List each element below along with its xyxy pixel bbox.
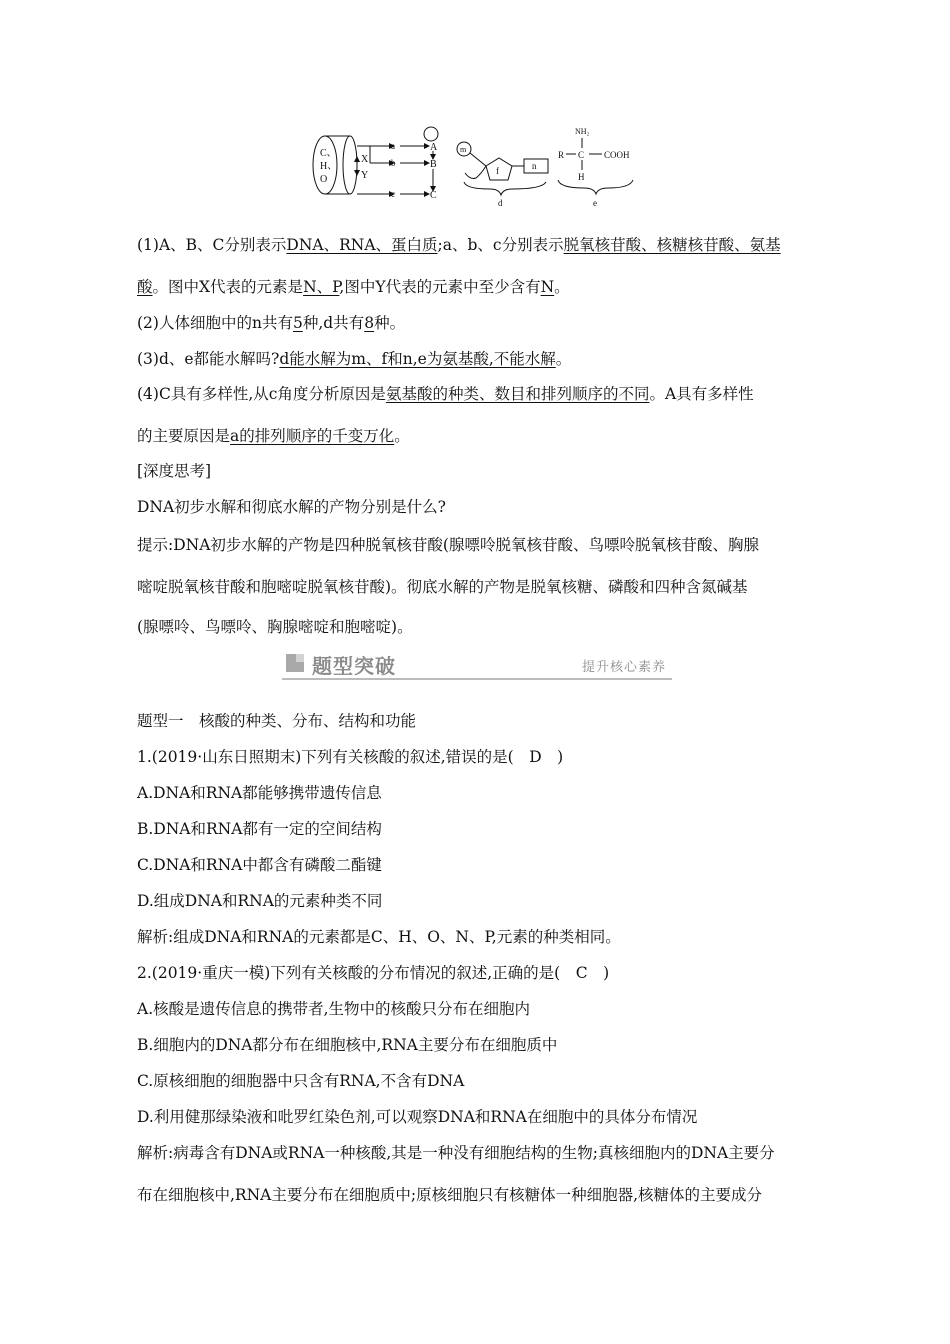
answer: d能水解为m、f和n,e为氨基酸,不能水解 — [279, 350, 556, 368]
answer: N、P — [303, 278, 340, 296]
element-c-label: C、 — [320, 148, 337, 159]
question-4-line-1 — [137, 384, 817, 404]
text: (2)人体细胞中的n共有 — [137, 314, 293, 332]
hint-line-2: 嘧啶脱氧核苷酸和胞嘧啶脱氧核苷酸)。彻底水解的产物是脱氧核糖、磷酸和四种含氮碱基 — [137, 578, 748, 596]
label-small-a: a — [391, 141, 395, 151]
question-1-line-2 — [137, 277, 817, 297]
answer: 8 — [364, 314, 375, 332]
label-nh2: NH₂ — [575, 127, 590, 136]
deep-thinking-question: DNA初步水解和彻底水解的产物分别是什么? — [137, 498, 446, 516]
text: 种。 — [374, 314, 406, 332]
label-f: f — [496, 166, 499, 176]
answer: a的排列顺序的千变万化 — [230, 427, 395, 445]
label-big-c: C — [430, 190, 437, 201]
label-small-b: b — [391, 158, 396, 168]
question-2 — [137, 313, 817, 333]
section-banner — [282, 648, 672, 682]
label-cooh: COOH — [604, 150, 630, 160]
label-m: m — [460, 145, 467, 154]
label-big-a: A — [430, 142, 438, 153]
item-2-option-c: C.原核细胞的细胞器中只含有RNA,不含有DNA — [137, 1072, 465, 1090]
label-r: R — [558, 150, 565, 160]
item-1-option-a: A.DNA和RNA都能够携带遗传信息 — [137, 784, 382, 802]
text: 。A具有多样性 — [649, 385, 754, 403]
element-h-label: H、 — [320, 161, 338, 172]
item-1-option-b: B.DNA和RNA都有一定的空间结构 — [137, 820, 382, 838]
label-h: H — [578, 172, 585, 182]
item-1-option-d: D.组成DNA和RNA的元素种类不同 — [137, 892, 383, 910]
label-n: n — [532, 161, 537, 171]
answer: 氨基酸的种类、数目和排列顺序的不同 — [385, 385, 650, 403]
item-2-stem: 2.(2019·重庆一模)下列有关核酸的分布情况的叙述,正确的是( C ) — [137, 964, 610, 982]
item-1-analysis: 解析:组成DNA和RNA的元素都是C、H、O、N、P,元素的种类相同。 — [137, 928, 621, 946]
hint-line-3: (腺嘌呤、鸟嘌呤、胸腺嘧啶和胞嘧啶)。 — [137, 618, 413, 636]
answer: DNA、RNA、蛋白质 — [286, 236, 438, 254]
answer: 5 — [292, 314, 303, 332]
label-y: Y — [361, 170, 369, 181]
text: (1)A、B、C分别表示 — [137, 236, 287, 254]
label-d: d — [498, 198, 503, 208]
section-title: 题型一 核酸的种类、分布、结构和功能 — [137, 712, 417, 730]
label-small-c: c — [391, 189, 395, 199]
item-2-analysis-line-2: 布在细胞核中,RNA主要分布在细胞质中;原核细胞只有核糖体一种细胞器,核糖体的主要成分 — [137, 1186, 763, 1204]
item-2-analysis-line-1: 解析:病毒含有DNA或RNA一种核酸,其是一种没有细胞结构的生物;真核细胞内的DNA主要分 — [137, 1144, 775, 1162]
text: ;a、b、c分别表示 — [437, 236, 564, 254]
text: 。 — [394, 427, 410, 445]
question-1-line-1 — [137, 235, 817, 255]
text: 。 — [554, 278, 570, 296]
item-2-option-d: D.利用健那绿染液和吡罗红染色剂,可以观察DNA和RNA在细胞中的具体分布情况 — [137, 1108, 698, 1126]
banner-rule — [282, 678, 672, 680]
text: ,图中Y代表的元素中至少含有 — [339, 278, 541, 296]
item-1-option-c: C.DNA和RNA中都含有磷酸二酯键 — [137, 856, 382, 874]
text: 。图中X代表的元素是 — [152, 278, 304, 296]
label-e: e — [593, 198, 597, 208]
text: (3)d、e都能水解吗? — [137, 350, 280, 368]
question-3 — [137, 349, 817, 369]
deep-thinking-heading: [深度思考] — [137, 462, 212, 480]
nucleic-acid-protein-diagram — [300, 118, 650, 218]
hint-line-1: 提示:DNA初步水解的产物是四种脱氧核苷酸(腺嘌呤脱氧核苷酸、鸟嘌呤脱氧核苷酸、胸腺 — [137, 536, 759, 554]
answer: N — [540, 278, 555, 296]
text: 种,d共有 — [302, 314, 365, 332]
label-c-atom: C — [578, 150, 585, 160]
label-big-b: B — [430, 159, 437, 170]
banner-square-icon — [286, 654, 304, 672]
answer: 酸 — [137, 278, 153, 296]
item-1-stem: 1.(2019·山东日照期末)下列有关核酸的叙述,错误的是( D ) — [137, 748, 564, 766]
item-2-option-b: B.细胞内的DNA都分布在细胞核中,RNA主要分布在细胞质中 — [137, 1036, 558, 1054]
item-2-option-a: A.核酸是遗传信息的携带者,生物中的核酸只分布在细胞内 — [137, 1000, 531, 1018]
label-x: X — [361, 154, 369, 165]
banner-title: 题型突破 — [312, 654, 396, 678]
element-o-label: O — [320, 174, 328, 185]
question-4-line-2 — [137, 426, 817, 446]
text: 。 — [555, 350, 572, 368]
text: (4)C具有多样性,从c角度分析原因是 — [137, 385, 386, 403]
answer: 脱氧核苷酸、核糖核苷酸、氨基 — [563, 236, 781, 254]
banner-subtitle: 提升核心素养 — [582, 660, 667, 675]
text: 的主要原因是 — [137, 427, 231, 445]
